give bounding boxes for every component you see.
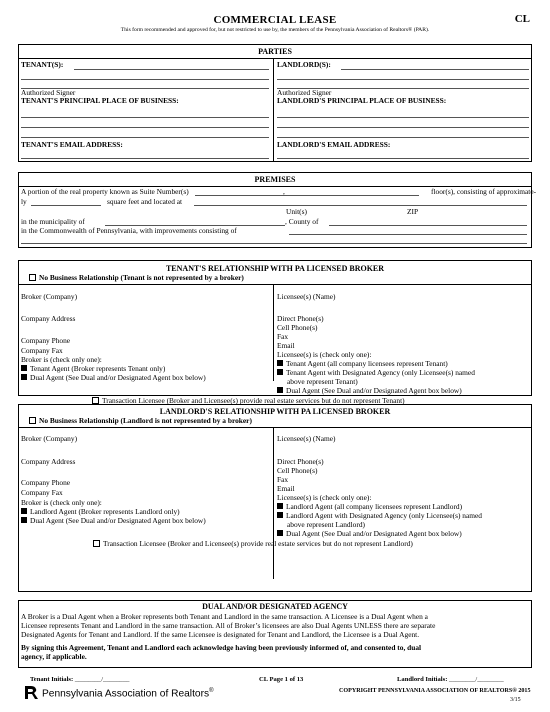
tenant-licensee-opt1-label: Tenant Agent (all company licensees represent Tenant): [286, 359, 448, 368]
dual-header: DUAL AND/OR DESIGNATED AGENCY: [202, 602, 348, 611]
landlord-licensee-opt2[interactable]: [277, 511, 482, 520]
tenant-direct-phone: Direct Phone(s): [277, 314, 324, 323]
landlord-no-rel-label: No Business Relationship (Landlord is not represented by a broker): [39, 416, 252, 425]
tenant-label: TENANT(S):: [21, 60, 64, 69]
dual-line-1: A Broker is a Dual Agent when a Broker represents both Tenant and Landlord in the same transaction. A Licensee is a Dual Agent when a: [21, 612, 428, 621]
filled-checkbox-icon[interactable]: [277, 530, 283, 536]
tenant-cell-phone: Cell Phone(s): [277, 323, 318, 332]
square-feet-field[interactable]: [31, 205, 101, 206]
copyright: COPYRIGHT PENNSYLVANIA ASSOCIATION OF REALTORS® 2015: [339, 688, 531, 694]
logo-wordmark: Pennsylvania Association of Realtors: [42, 688, 210, 700]
landlord-licensee-opt1-label: Landlord Agent (all company licensees represent Landlord): [286, 502, 463, 511]
tenant-initials-label: Tenant Initials:: [30, 676, 74, 683]
logo-trademark: ®: [209, 688, 214, 694]
tenant-company-address: Company Address: [21, 314, 76, 323]
tenant-company-phone: Company Phone: [21, 336, 71, 345]
landlord-no-rel-option[interactable]: [29, 416, 252, 425]
tenant-broker-company: Broker (Company): [21, 292, 78, 301]
tenant-no-rel-option[interactable]: [29, 273, 244, 282]
landlord-initials-field[interactable]: ________/________: [449, 676, 504, 683]
tenant-company-fax: Company Fax: [21, 346, 63, 355]
filled-checkbox-icon[interactable]: [21, 508, 27, 514]
landlord-business-field[interactable]: [277, 117, 529, 118]
landlord-company-address: Company Address: [21, 457, 76, 466]
zip-label: ZIP: [407, 207, 419, 216]
landlord-company-fax: Company Fax: [21, 488, 63, 497]
landlord-licensee-is: Licensee(s) is (check only one):: [277, 493, 372, 502]
landlord-broker-is: Broker is (check only one):: [21, 498, 102, 507]
filled-checkbox-icon[interactable]: [21, 374, 27, 380]
tenant-name-field[interactable]: [74, 69, 269, 70]
address-field[interactable]: [194, 205, 527, 206]
filled-checkbox-icon[interactable]: [277, 369, 283, 375]
landlord-business-label: LANDLORD'S PRINCIPAL PLACE OF BUSINESS:: [277, 96, 447, 105]
landlord-broker-company: Broker (Company): [21, 434, 78, 443]
landlord-fax: Fax: [277, 475, 289, 484]
improvements-field[interactable]: [289, 234, 527, 235]
landlord-licensee-opt2-cont: above represent Landlord): [287, 520, 365, 529]
tenant-initials[interactable]: [30, 676, 129, 683]
municipality-label: in the municipality of: [21, 217, 85, 226]
tenant-business-label: TENANT'S PRINCIPAL PLACE OF BUSINESS:: [21, 96, 179, 105]
landlord-name-field-2[interactable]: [277, 79, 529, 80]
tenant-email: Email: [277, 341, 295, 350]
empty-checkbox-icon[interactable]: [29, 274, 36, 281]
floor-field[interactable]: [289, 195, 419, 196]
tenant-licensee-opt3[interactable]: [277, 386, 462, 395]
landlord-label: LANDLORD(S):: [277, 60, 331, 69]
landlord-licensee-opt3[interactable]: [277, 529, 462, 538]
dual-bold-line-1: By signing this Agreement, Tenant and Landlord each acknowledge having been previously informed of, and consented to, dual: [21, 643, 422, 652]
county-label: , County of: [285, 217, 319, 226]
form-title: COMMERCIAL LEASE: [213, 14, 337, 26]
empty-checkbox-icon[interactable]: [92, 397, 99, 404]
tenant-relationship-section: [18, 260, 532, 396]
filled-checkbox-icon[interactable]: [277, 387, 283, 393]
landlord-relationship-section: [18, 404, 532, 592]
tenant-agent-label: Tenant Agent (Broker represents Tenant only): [30, 364, 166, 373]
landlord-email: Email: [277, 484, 295, 493]
tenant-email-label: TENANT'S EMAIL ADDRESS:: [21, 140, 123, 149]
dual-bold-line-2: agency, if applicable.: [21, 652, 87, 662]
premises-section: [18, 172, 537, 248]
dual-line-2: Licensee represents Tenant and Landlord in the same transaction. All of Broker’s licensees are also Dual Agents UNLESS there are separate: [21, 621, 436, 631]
tenant-email-field[interactable]: [21, 158, 269, 159]
landlord-auth-signer: Authorized Signer: [277, 88, 332, 97]
landlord-agent-option[interactable]: [21, 507, 180, 516]
landlord-dual-option[interactable]: [21, 516, 206, 525]
unit-label: Unit(s): [286, 207, 307, 216]
tenant-broker-is: Broker is (check only one):: [21, 355, 102, 364]
landlord-licensee-opt1[interactable]: [277, 502, 462, 511]
premises-text-2: ly: [21, 197, 27, 206]
landlord-cell-phone: Cell Phone(s): [277, 466, 318, 475]
revision-date: 3/15: [510, 697, 521, 703]
tenant-no-rel-label: No Business Relationship (Tenant is not represented by a broker): [39, 273, 244, 282]
dual-line-3: Designated Agents for Tenant and Landlord. If the same Licensee is designated for Tenant and Landlord, the Licensee is a Dual Agent.: [21, 630, 420, 640]
landlord-name-field[interactable]: [341, 69, 529, 70]
county-field[interactable]: [329, 225, 527, 226]
parties-section: [18, 44, 532, 162]
tenant-licensee-opt2[interactable]: [277, 368, 475, 377]
landlord-direct-phone: Direct Phone(s): [277, 457, 324, 466]
tenant-rel-header: TENANT'S RELATIONSHIP WITH PA LICENSED BROKER: [165, 264, 385, 273]
empty-checkbox-icon[interactable]: [93, 540, 100, 547]
filled-checkbox-icon[interactable]: [277, 503, 283, 509]
landlord-licensee-opt3-label: Dual Agent (See Dual and/or Designated Agent box below): [286, 529, 462, 538]
premises-header: PREMISES: [254, 175, 296, 184]
dual-acknowledgement: [21, 643, 529, 661]
filled-checkbox-icon[interactable]: [277, 512, 283, 518]
dual-paragraph: [21, 612, 529, 640]
tenant-dual-option[interactable]: [21, 373, 206, 382]
tenant-licensee-name: Licensee(s) (Name): [277, 292, 336, 301]
premises-comma: ,: [283, 187, 285, 196]
landlord-agent-label: Landlord Agent (Broker represents Landlord only): [30, 507, 180, 516]
landlord-transaction-option[interactable]: [93, 539, 413, 548]
filled-checkbox-icon[interactable]: [21, 517, 27, 523]
page-number: CL Page 1 of 13: [259, 676, 304, 683]
premises-located-text: square feet and located at: [107, 197, 183, 206]
tenant-licensee-opt1[interactable]: [277, 359, 448, 368]
landlord-initials[interactable]: [397, 676, 504, 683]
tenant-licensee-opt2-label: Tenant Agent with Designated Agency (only Licensee(s) named: [286, 368, 475, 377]
filled-checkbox-icon[interactable]: [21, 365, 27, 371]
tenant-business-field-2[interactable]: [21, 127, 269, 128]
improvements-field-2[interactable]: [21, 243, 527, 244]
empty-checkbox-icon[interactable]: [29, 417, 36, 424]
realtor-logo-icon: [24, 685, 38, 701]
logo-text: [42, 688, 213, 699]
landlord-initials-label: Landlord Initials:: [397, 676, 448, 683]
commonwealth-text: in the Commonwealth of Pennsylvania, with improvements consisting of: [21, 226, 237, 235]
form-subtitle: This form recommended and approved for, but not restricted to use by, the members of the Pennsylvania Association of Realtors® (PAR).: [120, 27, 430, 33]
tenant-transaction-label: Transaction Licensee (Broker and Licensee(s) provide real estate services but do not represent Tenant): [102, 396, 405, 405]
tenant-licensee-opt2-cont: above represent Tenant): [287, 377, 358, 386]
landlord-rel-header: LANDLORD'S RELATIONSHIP WITH PA LICENSED BROKER: [159, 407, 391, 416]
tenant-licensee-is: Licensee(s) is (check only one):: [277, 350, 372, 359]
landlord-dual-label: Dual Agent (See Dual and/or Designated Agent box below): [30, 516, 206, 525]
tenant-name-field-2[interactable]: [21, 79, 269, 80]
dual-agency-section: [18, 600, 532, 668]
premises-floors-text: floor(s), consisting of approximate-: [431, 187, 537, 196]
tenant-initials-field[interactable]: ________/________: [74, 676, 130, 683]
tenant-licensee-opt3-label: Dual Agent (See Dual and/or Designated Agent box below): [286, 386, 462, 395]
parties-header: PARTIES: [258, 47, 292, 56]
landlord-transaction-label: Transaction Licensee (Broker and Licensee(s) provide real estate services but do not represent Landlord): [103, 539, 413, 548]
premises-text: A portion of the real property known as Suite Number(s): [21, 187, 189, 196]
landlord-licensee-name: Licensee(s) (Name): [277, 434, 336, 443]
tenant-fax: Fax: [277, 332, 289, 341]
landlord-email-label: LANDLORD'S EMAIL ADDRESS:: [277, 140, 391, 149]
tenant-business-field[interactable]: [21, 117, 269, 118]
landlord-email-field[interactable]: [277, 158, 529, 159]
form-code: CL: [514, 13, 530, 25]
tenant-auth-signer: Authorized Signer: [21, 88, 76, 97]
landlord-licensee-opt2-label: Landlord Agent with Designated Agency (only Licensee(s) named: [286, 511, 482, 520]
tenant-agent-option[interactable]: [21, 364, 165, 373]
tenant-dual-label: Dual Agent (See Dual and/or Designated Agent box below): [30, 373, 206, 382]
landlord-business-field-2[interactable]: [277, 127, 529, 128]
landlord-company-phone: Company Phone: [21, 478, 71, 487]
filled-checkbox-icon[interactable]: [277, 360, 283, 366]
